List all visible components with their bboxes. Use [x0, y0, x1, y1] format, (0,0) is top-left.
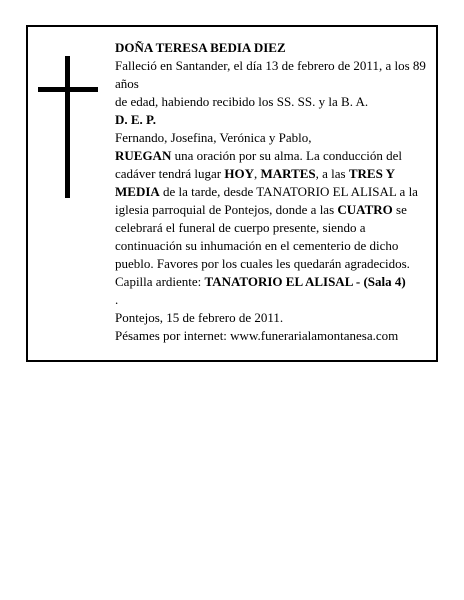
condolences-line: Pésames por internet: www.funerarialamontanesa.com	[115, 328, 399, 343]
cuatro-text: CUATRO	[337, 202, 393, 217]
martes-text: MARTES	[260, 166, 316, 181]
ruegan-text: RUEGAN	[115, 148, 172, 163]
dot-line: .	[115, 292, 119, 307]
deceased-name: DOÑA TERESA BEDIA DIEZ	[115, 40, 286, 55]
death-line-2: de edad, habiendo recibido los SS. SS. y la B. A.	[115, 94, 369, 109]
death-line-1: Falleció en Santander, el día 13 de febrero de 2011, a los 89 años	[115, 58, 426, 91]
obituary-notice	[26, 25, 438, 362]
family-names: Fernando, Josefina, Verónica y Pablo,	[115, 130, 312, 145]
funeral-text-1: una oración por su alma. La conducción del cadáver tendrá lugar	[115, 148, 403, 181]
obituary-text	[115, 39, 433, 345]
funeral-text-3: , a las	[315, 166, 349, 181]
rip-text: D. E. P.	[115, 112, 157, 127]
place-date: Pontejos, 15 de febrero de 2011.	[115, 310, 284, 325]
funeral-text-2: ,	[253, 166, 261, 181]
cross-icon	[38, 56, 98, 198]
chapel-value: TANATORIO EL ALISAL - (Sala 4)	[204, 274, 406, 289]
tres-y-media-text: TRES Y MEDIA	[115, 166, 395, 199]
cross-horizontal-bar	[38, 87, 98, 92]
funeral-details	[115, 147, 433, 273]
cross-vertical-bar	[65, 56, 70, 198]
hoy-text: HOY	[224, 166, 254, 181]
funeral-text-5: se celebrará el funeral de cuerpo presente, siendo a continuación su inhumación en el cementerio de dicho pueblo. Favores por los cuales les quedarán agradecidos.	[115, 202, 410, 271]
chapel-line	[115, 273, 433, 291]
funeral-text-4: de la tarde, desde TANATORIO EL ALISAL a la iglesia parroquial de Pontejos, donde a las	[115, 184, 418, 217]
chapel-label: Capilla ardiente:	[115, 274, 205, 289]
